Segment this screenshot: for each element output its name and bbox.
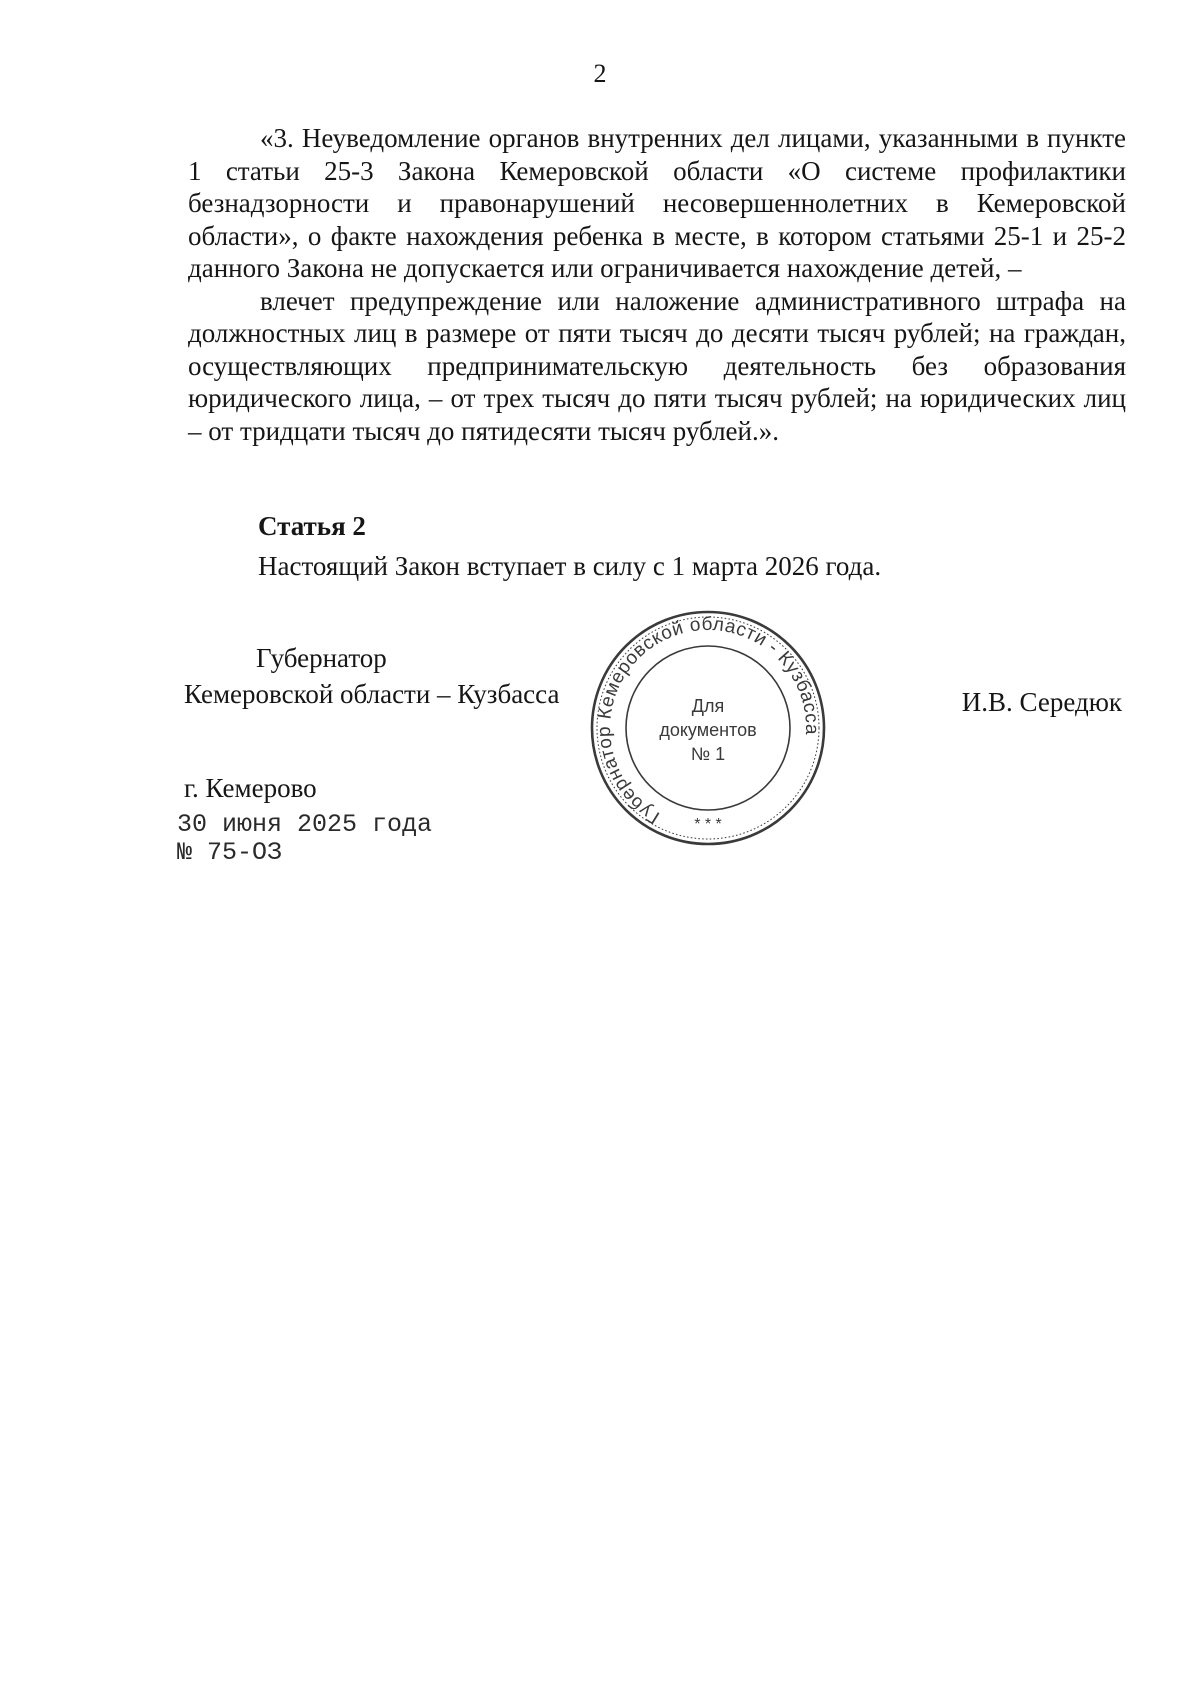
seal-ring-text: Губернатор Кемеровской области - Кузбасса — [593, 613, 823, 828]
seal-center-line-1: Для — [691, 696, 725, 716]
paragraph-penalty: влечет предупреждение или наложение административного штрафа на должностных лиц в размере от пяти тысяч до десяти тысяч рублей; на граждан, осуществляющих предпринимательскую деятельность без образования юридического лица, – от трех тысяч до пяти тысяч рублей; на юридических лиц – от тридцати тысяч до пятидесяти тысяч рублей.». — [188, 285, 1126, 446]
signing-date: 30 июня 2025 года — [177, 810, 433, 839]
signer-title: Губернатор — [256, 643, 387, 673]
signing-city: г. Кемерово — [184, 773, 317, 803]
seal-center-line-3: № 1 — [690, 744, 726, 764]
seal-stars: * * * — [694, 816, 722, 833]
seal-center-line-2: документов — [659, 720, 757, 740]
signer-name: И.В. Середюк — [961, 687, 1122, 717]
signer-region: Кемеровской области – Кузбасса — [184, 679, 560, 709]
article-heading: Статья 2 — [258, 511, 366, 541]
paragraph-clause-3: «3. Неуведомление органов внутренних дел лицами, указанными в пункте 1 статьи 25-3 Закона Кемеровской области «О системе профилактики безнадзорности и правонарушений несовершеннолетних в Кемеровской области», о факте нахождения ребенка в месте, в котором статьями 25-1 и 25-2 данного Закона не допускается или ограничивается нахождение детей, – — [188, 123, 1126, 283]
law-number: № 75-ОЗ — [177, 838, 283, 867]
article-text: Настоящий Закон вступает в силу с 1 марта 2026 года. — [258, 551, 882, 581]
official-seal-stamp — [588, 608, 828, 848]
page-number: 2 — [593, 59, 607, 88]
law-body — [188, 122, 1126, 447]
